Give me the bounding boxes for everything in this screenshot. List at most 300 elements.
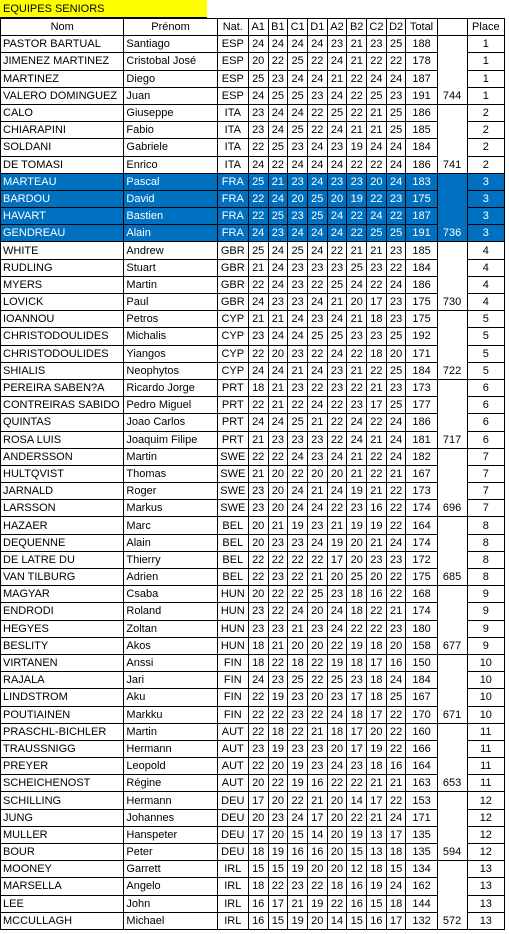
cell-total[interactable]: 174 [406, 534, 437, 551]
cell-d1[interactable]: 22 [307, 122, 327, 139]
cell-c2[interactable]: 22 [367, 414, 387, 431]
cell-a1[interactable]: 22 [248, 448, 268, 465]
cell-prenom[interactable]: Jari [124, 672, 217, 689]
cell-nom[interactable]: MARTINEZ [1, 70, 124, 87]
cell-nom[interactable]: DE LATRE DU [1, 551, 124, 568]
cell-team-total[interactable] [437, 620, 467, 637]
cell-d2[interactable]: 22 [386, 792, 406, 809]
cell-a2[interactable]: 20 [327, 740, 347, 757]
cell-a1[interactable]: 16 [248, 895, 268, 912]
cell-c2[interactable]: 21 [367, 242, 387, 259]
cell-total[interactable]: 180 [406, 620, 437, 637]
cell-c2[interactable]: 18 [367, 689, 387, 706]
cell-b2[interactable]: 19 [347, 139, 367, 156]
cell-c1[interactable]: 24 [288, 448, 308, 465]
cell-c2[interactable]: 16 [367, 586, 387, 603]
cell-d1[interactable]: 23 [307, 758, 327, 775]
cell-b2[interactable]: 22 [347, 620, 367, 637]
cell-team-total[interactable]: 677 [437, 637, 467, 654]
cell-c2[interactable]: 23 [367, 36, 387, 53]
cell-d2[interactable]: 22 [386, 569, 406, 586]
cell-d1[interactable]: 24 [307, 156, 327, 173]
cell-b2[interactable]: 20 [347, 294, 367, 311]
cell-d2[interactable]: 15 [386, 861, 406, 878]
cell-a1[interactable]: 15 [248, 861, 268, 878]
cell-place[interactable]: 4 [467, 276, 504, 293]
cell-place[interactable]: 2 [467, 104, 504, 121]
cell-c2[interactable]: 22 [367, 190, 387, 207]
cell-d2[interactable]: 22 [386, 740, 406, 757]
header-d2[interactable]: D2 [386, 19, 406, 36]
cell-place[interactable]: 7 [467, 500, 504, 517]
header-b1[interactable]: B1 [268, 19, 288, 36]
cell-prenom[interactable]: Markus [124, 500, 217, 517]
cell-b1[interactable]: 20 [268, 826, 288, 843]
cell-c1[interactable]: 23 [288, 276, 308, 293]
cell-place[interactable]: 6 [467, 379, 504, 396]
cell-team-total[interactable]: 722 [437, 362, 467, 379]
cell-d2[interactable]: 24 [386, 156, 406, 173]
cell-nom[interactable]: SOLDANI [1, 139, 124, 156]
cell-c2[interactable]: 17 [367, 654, 387, 671]
cell-prenom[interactable]: Zoltan [124, 620, 217, 637]
cell-total[interactable]: 175 [406, 569, 437, 586]
cell-nom[interactable]: LINDSTROM [1, 689, 124, 706]
cell-a2[interactable]: 24 [327, 156, 347, 173]
cell-d2[interactable]: 25 [386, 36, 406, 53]
cell-a2[interactable]: 24 [327, 483, 347, 500]
cell-c2[interactable]: 21 [367, 809, 387, 826]
cell-a1[interactable]: 22 [248, 758, 268, 775]
cell-b1[interactable]: 24 [268, 414, 288, 431]
cell-a2[interactable]: 25 [327, 672, 347, 689]
cell-c2[interactable]: 23 [367, 551, 387, 568]
cell-nom[interactable]: MYERS [1, 276, 124, 293]
cell-c1[interactable]: 23 [288, 878, 308, 895]
cell-a2[interactable]: 18 [327, 878, 347, 895]
cell-prenom[interactable]: Neophytos [124, 362, 217, 379]
cell-d1[interactable]: 22 [307, 706, 327, 723]
cell-d1[interactable]: 22 [307, 104, 327, 121]
cell-nat[interactable]: PRT [217, 397, 248, 414]
cell-prenom[interactable]: Hermann [124, 792, 217, 809]
cell-place[interactable]: 2 [467, 122, 504, 139]
cell-d1[interactable]: 24 [307, 397, 327, 414]
cell-prenom[interactable]: Enrico [124, 156, 217, 173]
cell-b1[interactable]: 20 [268, 345, 288, 362]
cell-c1[interactable]: 22 [288, 397, 308, 414]
cell-b2[interactable]: 21 [347, 362, 367, 379]
cell-b1[interactable]: 20 [268, 758, 288, 775]
cell-b1[interactable]: 22 [268, 586, 288, 603]
cell-a2[interactable]: 25 [327, 276, 347, 293]
cell-prenom[interactable]: Bastien [124, 208, 217, 225]
cell-a2[interactable]: 22 [327, 500, 347, 517]
cell-total[interactable]: 182 [406, 448, 437, 465]
cell-d2[interactable]: 17 [386, 826, 406, 843]
cell-c1[interactable]: 22 [288, 723, 308, 740]
cell-place[interactable]: 1 [467, 87, 504, 104]
cell-a2[interactable]: 24 [327, 87, 347, 104]
cell-nat[interactable]: SWE [217, 500, 248, 517]
cell-total[interactable]: 153 [406, 792, 437, 809]
cell-nom[interactable]: MARTEAU [1, 173, 124, 190]
cell-d1[interactable]: 20 [307, 912, 327, 929]
cell-b1[interactable]: 24 [268, 242, 288, 259]
cell-c2[interactable]: 21 [367, 483, 387, 500]
cell-b1[interactable]: 21 [268, 517, 288, 534]
cell-nat[interactable]: GBR [217, 276, 248, 293]
cell-d2[interactable]: 23 [386, 190, 406, 207]
cell-place[interactable]: 9 [467, 620, 504, 637]
cell-team-total[interactable] [437, 259, 467, 276]
cell-nat[interactable]: IRL [217, 861, 248, 878]
cell-a1[interactable]: 20 [248, 586, 268, 603]
cell-b1[interactable]: 21 [268, 173, 288, 190]
cell-a1[interactable]: 21 [248, 465, 268, 482]
cell-a1[interactable]: 25 [248, 242, 268, 259]
cell-prenom[interactable]: Michalis [124, 328, 217, 345]
cell-prenom[interactable]: Gabriele [124, 139, 217, 156]
cell-total[interactable]: 175 [406, 294, 437, 311]
cell-team-total[interactable] [437, 895, 467, 912]
cell-d2[interactable]: 24 [386, 431, 406, 448]
cell-team-total[interactable] [437, 104, 467, 121]
cell-prenom[interactable]: Thomas [124, 465, 217, 482]
cell-b2[interactable]: 23 [347, 758, 367, 775]
cell-b1[interactable]: 21 [268, 311, 288, 328]
cell-nat[interactable]: FIN [217, 689, 248, 706]
cell-d1[interactable]: 22 [307, 276, 327, 293]
cell-team-total[interactable] [437, 448, 467, 465]
cell-nom[interactable]: POUTIAINEN [1, 706, 124, 723]
cell-d2[interactable]: 22 [386, 706, 406, 723]
cell-total[interactable]: 173 [406, 379, 437, 396]
cell-total[interactable]: 191 [406, 87, 437, 104]
cell-nom[interactable]: SHIALIS [1, 362, 124, 379]
cell-place[interactable]: 1 [467, 53, 504, 70]
cell-b1[interactable]: 22 [268, 775, 288, 792]
cell-c2[interactable]: 24 [367, 208, 387, 225]
cell-a1[interactable]: 20 [248, 517, 268, 534]
cell-team-total[interactable] [437, 758, 467, 775]
cell-nom[interactable]: JARNALD [1, 483, 124, 500]
cell-nat[interactable]: BEL [217, 551, 248, 568]
cell-nom[interactable]: JIMENEZ MARTINEZ [1, 53, 124, 70]
cell-b1[interactable]: 23 [268, 534, 288, 551]
cell-total[interactable]: 158 [406, 637, 437, 654]
cell-nat[interactable]: AUT [217, 740, 248, 757]
cell-c1[interactable]: 24 [288, 70, 308, 87]
cell-b2[interactable]: 20 [347, 534, 367, 551]
cell-nat[interactable]: CYP [217, 328, 248, 345]
cell-b2[interactable]: 21 [347, 242, 367, 259]
cell-nat[interactable]: ESP [217, 87, 248, 104]
cell-place[interactable]: 8 [467, 551, 504, 568]
cell-team-total[interactable] [437, 36, 467, 53]
cell-b2[interactable]: 22 [347, 70, 367, 87]
cell-c2[interactable]: 19 [367, 517, 387, 534]
cell-team-total[interactable] [437, 70, 467, 87]
cell-a2[interactable]: 24 [327, 603, 347, 620]
cell-c1[interactable]: 24 [288, 500, 308, 517]
cell-d2[interactable]: 23 [386, 294, 406, 311]
cell-b1[interactable]: 22 [268, 448, 288, 465]
cell-nat[interactable]: CYP [217, 362, 248, 379]
cell-b2[interactable]: 25 [347, 569, 367, 586]
cell-a2[interactable]: 18 [327, 723, 347, 740]
cell-a1[interactable]: 24 [248, 36, 268, 53]
cell-d2[interactable]: 18 [386, 895, 406, 912]
cell-b2[interactable]: 17 [347, 740, 367, 757]
cell-prenom[interactable]: Hanspeter [124, 826, 217, 843]
cell-prenom[interactable]: Juan [124, 87, 217, 104]
cell-a2[interactable]: 23 [327, 36, 347, 53]
cell-c2[interactable]: 17 [367, 397, 387, 414]
cell-b1[interactable]: 19 [268, 689, 288, 706]
cell-a2[interactable]: 25 [327, 328, 347, 345]
cell-team-total[interactable]: 696 [437, 500, 467, 517]
cell-team-total[interactable] [437, 654, 467, 671]
cell-d1[interactable]: 20 [307, 603, 327, 620]
cell-c2[interactable]: 22 [367, 156, 387, 173]
cell-prenom[interactable]: Régine [124, 775, 217, 792]
cell-a2[interactable]: 23 [327, 379, 347, 396]
cell-total[interactable]: 173 [406, 483, 437, 500]
cell-a1[interactable]: 22 [248, 276, 268, 293]
cell-a1[interactable]: 20 [248, 809, 268, 826]
cell-team-total[interactable] [437, 672, 467, 689]
cell-d1[interactable]: 25 [307, 586, 327, 603]
cell-a2[interactable]: 14 [327, 912, 347, 929]
cell-a2[interactable]: 24 [327, 225, 347, 242]
cell-nat[interactable]: IRL [217, 878, 248, 895]
cell-a1[interactable]: 18 [248, 654, 268, 671]
cell-a1[interactable]: 23 [248, 104, 268, 121]
cell-a2[interactable]: 25 [327, 104, 347, 121]
cell-b1[interactable]: 20 [268, 792, 288, 809]
cell-a1[interactable]: 23 [248, 500, 268, 517]
header-d1[interactable]: D1 [307, 19, 327, 36]
cell-d2[interactable]: 25 [386, 689, 406, 706]
cell-prenom[interactable]: Leopold [124, 758, 217, 775]
cell-total[interactable]: 172 [406, 551, 437, 568]
cell-total[interactable]: 160 [406, 723, 437, 740]
cell-d2[interactable]: 23 [386, 311, 406, 328]
cell-d1[interactable]: 24 [307, 242, 327, 259]
cell-team-total[interactable] [437, 53, 467, 70]
cell-c2[interactable]: 21 [367, 775, 387, 792]
cell-b1[interactable]: 24 [268, 36, 288, 53]
cell-nom[interactable]: BOUR [1, 844, 124, 861]
cell-b2[interactable]: 23 [347, 173, 367, 190]
cell-nom[interactable]: HAVART [1, 208, 124, 225]
cell-b2[interactable]: 23 [347, 328, 367, 345]
cell-a1[interactable]: 20 [248, 534, 268, 551]
cell-b1[interactable]: 22 [268, 156, 288, 173]
cell-total[interactable]: 175 [406, 190, 437, 207]
cell-c1[interactable]: 23 [288, 173, 308, 190]
cell-a2[interactable]: 24 [327, 53, 347, 70]
cell-place[interactable]: 4 [467, 294, 504, 311]
cell-b2[interactable]: 23 [347, 397, 367, 414]
cell-b1[interactable]: 23 [268, 569, 288, 586]
cell-nat[interactable]: DEU [217, 844, 248, 861]
cell-d2[interactable]: 25 [386, 328, 406, 345]
cell-c2[interactable]: 21 [367, 534, 387, 551]
cell-d1[interactable]: 20 [307, 861, 327, 878]
cell-nat[interactable]: AUT [217, 775, 248, 792]
cell-d2[interactable]: 25 [386, 104, 406, 121]
cell-a2[interactable]: 19 [327, 654, 347, 671]
cell-c1[interactable]: 23 [288, 534, 308, 551]
cell-a2[interactable]: 22 [327, 242, 347, 259]
cell-place[interactable]: 7 [467, 483, 504, 500]
cell-nat[interactable]: SWE [217, 448, 248, 465]
cell-total[interactable]: 164 [406, 758, 437, 775]
cell-nom[interactable]: MCCULLAGH [1, 912, 124, 929]
cell-total[interactable]: 188 [406, 36, 437, 53]
cell-c1[interactable]: 24 [288, 225, 308, 242]
cell-total[interactable]: 135 [406, 826, 437, 843]
cell-nom[interactable]: PRASCHL-BICHLER [1, 723, 124, 740]
cell-c1[interactable]: 19 [288, 758, 308, 775]
cell-c1[interactable]: 23 [288, 294, 308, 311]
cell-b2[interactable]: 21 [347, 53, 367, 70]
cell-team-total[interactable] [437, 483, 467, 500]
cell-place[interactable]: 7 [467, 465, 504, 482]
cell-b1[interactable]: 19 [268, 740, 288, 757]
cell-d2[interactable]: 23 [386, 379, 406, 396]
cell-d1[interactable]: 24 [307, 534, 327, 551]
cell-b2[interactable]: 23 [347, 672, 367, 689]
cell-team-total[interactable]: 736 [437, 225, 467, 242]
cell-nom[interactable]: MOONEY [1, 861, 124, 878]
cell-b1[interactable]: 15 [268, 861, 288, 878]
cell-a2[interactable]: 22 [327, 397, 347, 414]
cell-b1[interactable]: 19 [268, 844, 288, 861]
cell-prenom[interactable]: Yiangos [124, 345, 217, 362]
cell-total[interactable]: 186 [406, 104, 437, 121]
cell-b2[interactable]: 15 [347, 912, 367, 929]
cell-b1[interactable]: 25 [268, 208, 288, 225]
cell-d2[interactable]: 24 [386, 139, 406, 156]
cell-d2[interactable]: 23 [386, 87, 406, 104]
cell-a1[interactable]: 17 [248, 792, 268, 809]
cell-nom[interactable]: LEE [1, 895, 124, 912]
cell-a1[interactable]: 24 [248, 156, 268, 173]
cell-c1[interactable]: 23 [288, 208, 308, 225]
cell-team-total[interactable] [437, 689, 467, 706]
cell-nat[interactable]: BEL [217, 569, 248, 586]
cell-d2[interactable]: 22 [386, 500, 406, 517]
cell-b2[interactable]: 22 [347, 775, 367, 792]
cell-d2[interactable]: 20 [386, 345, 406, 362]
cell-a1[interactable]: 23 [248, 620, 268, 637]
cell-c2[interactable]: 22 [367, 448, 387, 465]
cell-total[interactable]: 171 [406, 809, 437, 826]
cell-a2[interactable]: 20 [327, 792, 347, 809]
cell-a2[interactable]: 20 [327, 465, 347, 482]
header-prenom[interactable]: Prénom [124, 19, 217, 36]
cell-a1[interactable]: 24 [248, 672, 268, 689]
cell-b2[interactable]: 22 [347, 208, 367, 225]
cell-place[interactable]: 9 [467, 586, 504, 603]
cell-team-total[interactable] [437, 276, 467, 293]
cell-a1[interactable]: 23 [248, 122, 268, 139]
cell-c1[interactable]: 19 [288, 912, 308, 929]
cell-nom[interactable]: SCHEICHENOST [1, 775, 124, 792]
cell-d1[interactable]: 24 [307, 70, 327, 87]
cell-total[interactable]: 183 [406, 173, 437, 190]
cell-place[interactable]: 1 [467, 70, 504, 87]
cell-d1[interactable]: 20 [307, 689, 327, 706]
cell-d1[interactable]: 23 [307, 87, 327, 104]
cell-a2[interactable]: 20 [327, 861, 347, 878]
cell-b1[interactable]: 24 [268, 104, 288, 121]
cell-d1[interactable]: 25 [307, 208, 327, 225]
cell-a1[interactable]: 22 [248, 397, 268, 414]
cell-prenom[interactable]: Martin [124, 723, 217, 740]
cell-total[interactable]: 184 [406, 259, 437, 276]
cell-c1[interactable]: 22 [288, 569, 308, 586]
cell-b2[interactable]: 22 [347, 809, 367, 826]
cell-prenom[interactable]: Roger [124, 483, 217, 500]
cell-d1[interactable]: 20 [307, 465, 327, 482]
cell-d1[interactable]: 20 [307, 637, 327, 654]
cell-b1[interactable]: 17 [268, 895, 288, 912]
cell-c1[interactable]: 20 [288, 190, 308, 207]
cell-a1[interactable]: 22 [248, 551, 268, 568]
cell-nom[interactable]: PREYER [1, 758, 124, 775]
cell-d1[interactable]: 21 [307, 483, 327, 500]
cell-prenom[interactable]: Stuart [124, 259, 217, 276]
cell-total[interactable]: 168 [406, 586, 437, 603]
cell-d1[interactable]: 22 [307, 878, 327, 895]
cell-place[interactable]: 3 [467, 173, 504, 190]
cell-total[interactable]: 192 [406, 328, 437, 345]
cell-d2[interactable]: 24 [386, 448, 406, 465]
cell-d2[interactable]: 25 [386, 397, 406, 414]
cell-a2[interactable]: 24 [327, 706, 347, 723]
cell-d2[interactable]: 22 [386, 208, 406, 225]
cell-nom[interactable]: HAZAER [1, 517, 124, 534]
cell-d1[interactable]: 23 [307, 740, 327, 757]
cell-b1[interactable]: 24 [268, 328, 288, 345]
cell-nom[interactable]: RAJALA [1, 672, 124, 689]
cell-d1[interactable]: 21 [307, 792, 327, 809]
cell-prenom[interactable]: Pascal [124, 173, 217, 190]
cell-c1[interactable]: 16 [288, 844, 308, 861]
cell-b2[interactable]: 24 [347, 276, 367, 293]
cell-prenom[interactable]: Joao Carlos [124, 414, 217, 431]
cell-c2[interactable]: 16 [367, 912, 387, 929]
cell-nat[interactable]: GBR [217, 294, 248, 311]
cell-c1[interactable]: 25 [288, 672, 308, 689]
cell-b2[interactable]: 19 [347, 483, 367, 500]
cell-team-total[interactable] [437, 345, 467, 362]
cell-a2[interactable]: 21 [327, 70, 347, 87]
cell-nom[interactable]: VIRTANEN [1, 654, 124, 671]
cell-team-total[interactable] [437, 740, 467, 757]
cell-d1[interactable]: 16 [307, 775, 327, 792]
cell-nat[interactable]: HUN [217, 637, 248, 654]
cell-d2[interactable]: 22 [386, 723, 406, 740]
cell-team-total[interactable]: 741 [437, 156, 467, 173]
cell-place[interactable]: 6 [467, 414, 504, 431]
cell-prenom[interactable]: Diego [124, 70, 217, 87]
cell-a1[interactable]: 20 [248, 53, 268, 70]
